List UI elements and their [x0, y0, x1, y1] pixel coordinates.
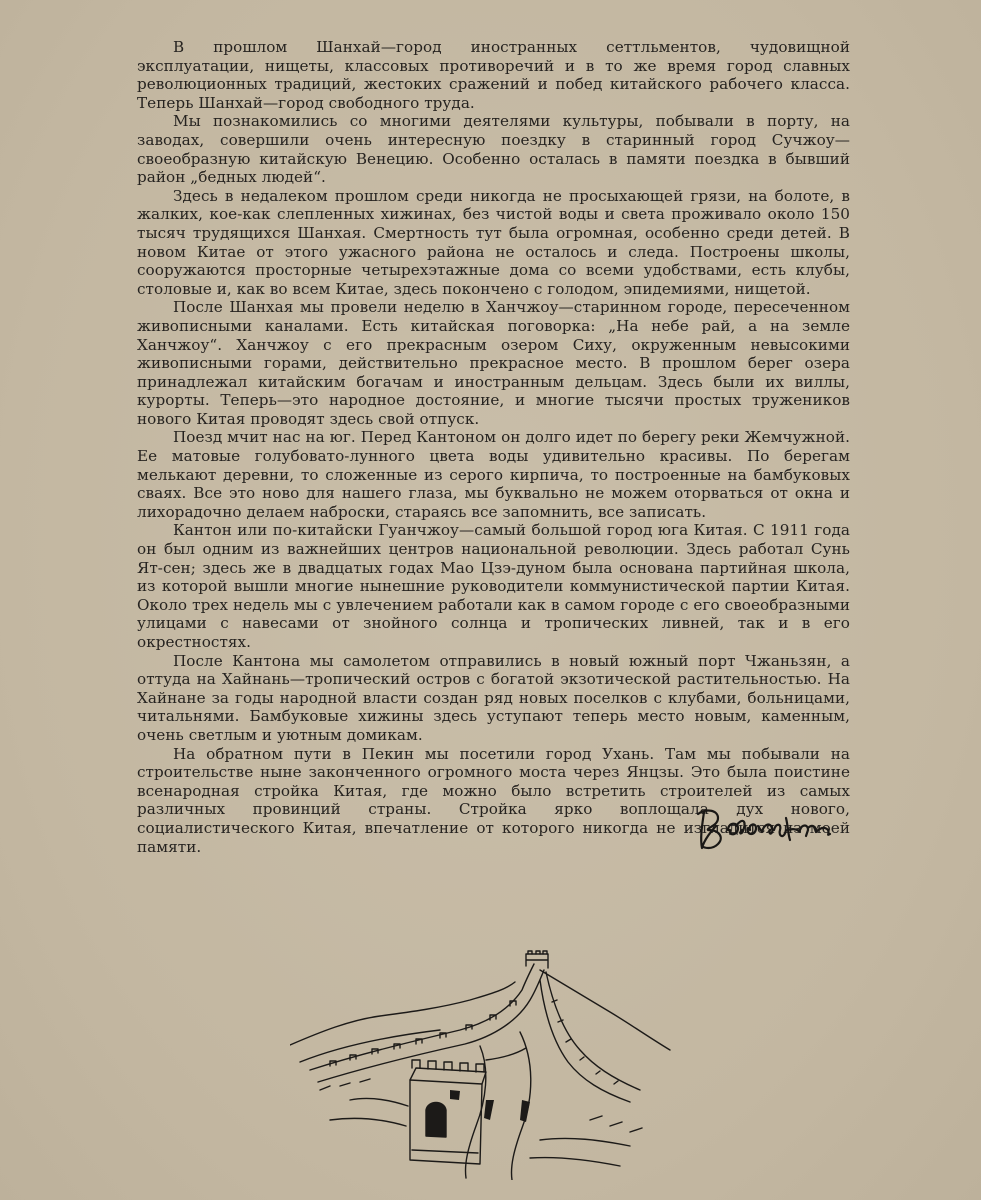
paragraph-poor-district: Здесь в недалеком прошлом среди никогда не просыхающей грязи, на болоте, в жалких, кое-как слепленных хижинах, без чистой воды и света проживало около 150 тысяч трудящихся Шанхая. Смертность тут была огромная, особенно среди детей. В новом Китае от этого ужасного района не осталось и следа. Построены школы, сооружаются просторные четырехэтажные дома со всеми удобствами, есть клубы, столовые и, как во всем Китае, здесь покончено с голодом, эпидемиями, нищетой. — [137, 186, 850, 298]
signature — [690, 800, 840, 860]
paragraph-wuhan: На обратном пути в Пекин мы посетили город Ухань. Там мы побывали на строительстве ныне законченного огромного моста через Янцзы. Это была поистине всенародная стройка Китая, где можно было встретить строителей из самых различных провинций страны. Стройка ярко воплощала дух нового, социалистического Китая, впечатление от которого никогда не изгладится из моей памяти. — [137, 744, 850, 856]
great-wall-illustration — [290, 950, 675, 1180]
paragraph-train: Поезд мчит нас на юг. Перед Кантоном он долго идет по берегу реки Жемчужной. Ее матовые голубовато-лунного цвета воды удивительно красивы. По берегам мелькают деревни, то сложенные из серого кирпича, то построенные на бамбуковых сваях. Все это ново для нашего глаза, мы буквально не можем оторваться от окна и лихорадочно делаем наброски, стараясь все запомнить, все записать. — [137, 428, 850, 521]
paragraph-hangzhou: После Шанхая мы провели неделю в Ханчжоу—старинном городе, пересеченном живописными каналами. Есть китайская поговорка: „На небе рай, а на земле Ханчжоу“. Ханчжоу с его прекрасным озером Сиху, окруженным невысокими живописными горами, действительно прекрасное место. В прошлом берег озера принадлежал китайским богачам и иностранным дельцам. Здесь были их виллы, курорты. Теперь—это народное достояние, и многие тысячи простых тружеников нового Китая проводят здесь свой отпуск. — [137, 298, 850, 428]
paragraph-culture: Мы познакомились со многими деятелями культуры, побывали в порту, на заводах, совершили очень интересную поездку в старинный город Сучжоу—своеобразную китайскую Венецию. Особенно осталась в памяти поездка в бывший район „бедных людей“. — [137, 112, 850, 187]
paragraph-hainan: После Кантона мы самолетом отправились в новый южный порт Чжаньзян, а оттуда на Хайнань—тропический остров с богатой экзотической растительностью. На Хайнане за годы народной власти создан ряд новых поселков с клубами, больницами, читальнями. Бамбуковые хижины здесь уступают теперь место новым, каменным, очень светлым и уютным домикам. — [137, 651, 850, 744]
article-text — [137, 38, 850, 856]
paragraph-shanghai: В прошлом Шанхай—город иностранных сеттльментов, чудовищной эксплуатации, нищеты, классовых противоречий и в то же время город славных революционных традиций, жестоких сражений и побед китайского рабочего класса. Теперь Шанхай—город свободного труда. — [137, 38, 850, 112]
paragraph-canton: Кантон или по-китайски Гуанчжоу—самый большой город юга Китая. С 1911 года он был одним из важнейших центров национальной революции. Здесь работал Сунь Ят-сен; здесь же в двадцатых годах Мао Цзэ-дуном была основана партийная школа, из которой вышли многие нынешние руководители коммунистической партии Китая. Около трех недель мы с увлечением работали как в самом городе с его своеобразными улицами с навесами от знойного солнца и тропических ливней, так и в его окрестностях. — [137, 521, 850, 651]
